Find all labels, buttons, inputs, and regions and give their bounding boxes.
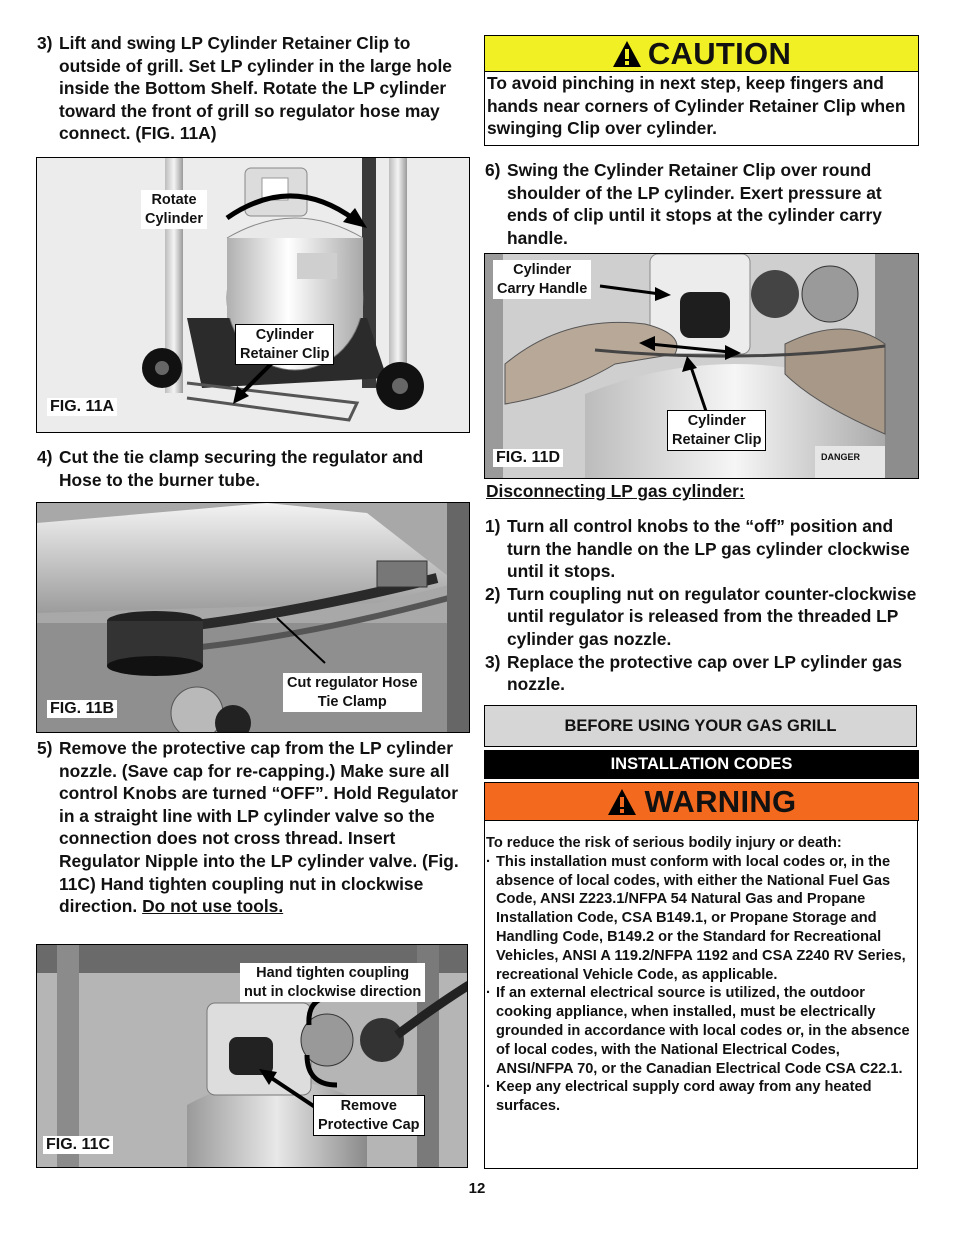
step-5-text: Remove the protective cap from the LP cylinder nozzle. (Save cap for re-capping.) Make sure all control Knobs are turned “OFF”. Hold Regulator in a straight line with LP cylinder valve so the connection does not cross thread. Insert Regulator Nipple into the LP cylinder valve. (Fig. 11C) Hand tighten coupling nut in clockwise direction.: [59, 738, 459, 917]
carry-handle-label: [493, 260, 591, 299]
installation-codes-heading: INSTALLATION CODES: [610, 755, 793, 773]
hand-tighten-label: [240, 963, 425, 1002]
label-line: Retainer Clip: [672, 431, 762, 448]
do-not-use-tools: Do not use tools.: [142, 896, 284, 917]
figure-11a: [36, 157, 470, 433]
label-line: Cylinder: [145, 210, 204, 227]
caution-box: [484, 72, 919, 146]
retainer-clip-label: [235, 324, 334, 365]
fig-11b-tag: FIG. 11B: [47, 700, 117, 718]
label-line: nut in clockwise direction: [244, 983, 422, 1000]
label-line: Protective Cap: [318, 1116, 420, 1133]
before-using-heading: BEFORE USING YOUR GAS GRILL: [564, 716, 837, 735]
warning-triangle-icon: [612, 40, 642, 68]
figure-11d: [484, 253, 919, 479]
step-text: Swing the Cylinder Retainer Clip over round shoulder of the LP cylinder. Exert pressure at ends of clip until it stops at the cylinder carry handle.: [507, 160, 882, 248]
label-line: Carry Handle: [497, 280, 588, 297]
step-4: [37, 446, 467, 491]
fig-11a-illustration: [37, 158, 470, 433]
label-line: Tie Clamp: [317, 693, 387, 710]
step-number: 4): [37, 447, 53, 467]
step-number: 1): [485, 516, 501, 536]
fig-11c-tag: FIG. 11C: [43, 1136, 113, 1154]
step-text: Cut the tie clamp securing the regulator and Hose to the burner tube.: [59, 447, 424, 490]
label-line: Remove: [340, 1098, 397, 1114]
step-number: 2): [485, 583, 501, 604]
before-using-bar: [484, 705, 917, 747]
disconnect-steps: [485, 515, 919, 696]
label-line: Cut regulator Hose: [287, 675, 418, 691]
warning-bullet: [486, 1078, 914, 1116]
step-number: 5): [37, 738, 53, 758]
warning-body: [486, 834, 914, 1116]
bullet-text: If an external electrical source is utilized, the outdoor cooking appliance, when installed, must be electrically grounded in accordance with local codes or, in the absence of local codes, with the National Electrical Codes, ANSI/NFPA 70, or the Canadian Electrical Code CSA C22.1.: [496, 985, 910, 1077]
label-line: Rotate: [151, 192, 197, 208]
installation-codes-bar: [484, 750, 919, 779]
step-text: Lift and swing LP Cylinder Retainer Clip to outside of grill. Set LP cylinder in the large hole inside the Bottom Shelf. Rotate the LP cylinder toward the front of grill so regulator hose may connect. (FIG. 11A): [59, 33, 452, 144]
disconnect-heading: Disconnecting LP gas cylinder:: [486, 481, 745, 501]
warning-box: [484, 821, 918, 1169]
step-5: [37, 737, 469, 918]
step-text: Turn coupling nut on regulator counter-clockwise until regulator is released from the threaded LP cylinder gas nozzle.: [507, 583, 917, 649]
label-line: Hand tighten coupling: [256, 965, 410, 981]
cut-tie-clamp-label: [283, 673, 422, 712]
disconnect-step: [485, 651, 919, 696]
warning-title: WARNING: [644, 783, 797, 819]
bullet-text: Keep any electrical supply cord away from any heated surfaces.: [496, 1079, 872, 1115]
danger-label: DANGER: [821, 452, 861, 462]
step-6: [485, 159, 917, 249]
label-line: Cylinder: [255, 327, 314, 343]
step-text: [37, 737, 469, 918]
bullet-dot: ·: [486, 1079, 491, 1096]
disconnect-step: [485, 515, 919, 583]
page-number: 12: [468, 1180, 486, 1197]
bullet-dot: ·: [486, 853, 491, 870]
remove-cap-label: [313, 1095, 425, 1136]
caution-header: [484, 35, 919, 72]
caution-text: To avoid pinching in next step, keep fingers and hands near corners of Cylinder Retainer Clip when swinging Clip over cylinder.: [487, 73, 906, 139]
step-number: 6): [485, 160, 501, 180]
rotate-cylinder-label: [141, 190, 207, 229]
warning-bullet: [486, 853, 914, 985]
label-line: Cylinder: [513, 262, 572, 278]
step-number: 3): [37, 33, 53, 53]
step-text: Turn all control knobs to the “off” position and turn the handle on the LP gas cylinder clockwise until it stops.: [507, 516, 910, 582]
bullet-dot: ·: [486, 985, 491, 1002]
fig-11d-tag: FIG. 11D: [493, 449, 563, 467]
step-number: 3): [485, 651, 501, 672]
fig-11a-tag: FIG. 11A: [47, 398, 117, 416]
label-line: Retainer Clip: [240, 345, 330, 362]
figure-11c: [36, 944, 468, 1168]
step-text: Replace the protective cap over LP cylinder gas nozzle.: [507, 651, 902, 695]
label-line: Cylinder: [687, 413, 746, 429]
step-3: [37, 32, 467, 145]
bullet-text: This installation must conform with local codes or, in the absence of local codes, with either the National Fuel Gas Code, ANSI Z223.1/NFPA 54 Natural Gas and Propane Installation Code, CSA B149.1, or Propane Storage and Handling Code, B149.2 or the Standard for Recreational Vehicles, ANSI A 119.2/NFPA 1192 and CSA Z240 RV Series, recreational Vehicle Code, as applicable.: [496, 853, 906, 983]
retainer-clip-label: [667, 410, 766, 451]
disconnect-step: [485, 583, 919, 651]
warning-intro: To reduce the risk of serious bodily injury or death:: [486, 835, 842, 851]
warning-bullet: [486, 984, 914, 1078]
warning-header: [484, 782, 919, 821]
caution-title: CAUTION: [647, 35, 792, 71]
figure-11b: [36, 502, 470, 733]
warning-triangle-icon: [607, 788, 637, 816]
